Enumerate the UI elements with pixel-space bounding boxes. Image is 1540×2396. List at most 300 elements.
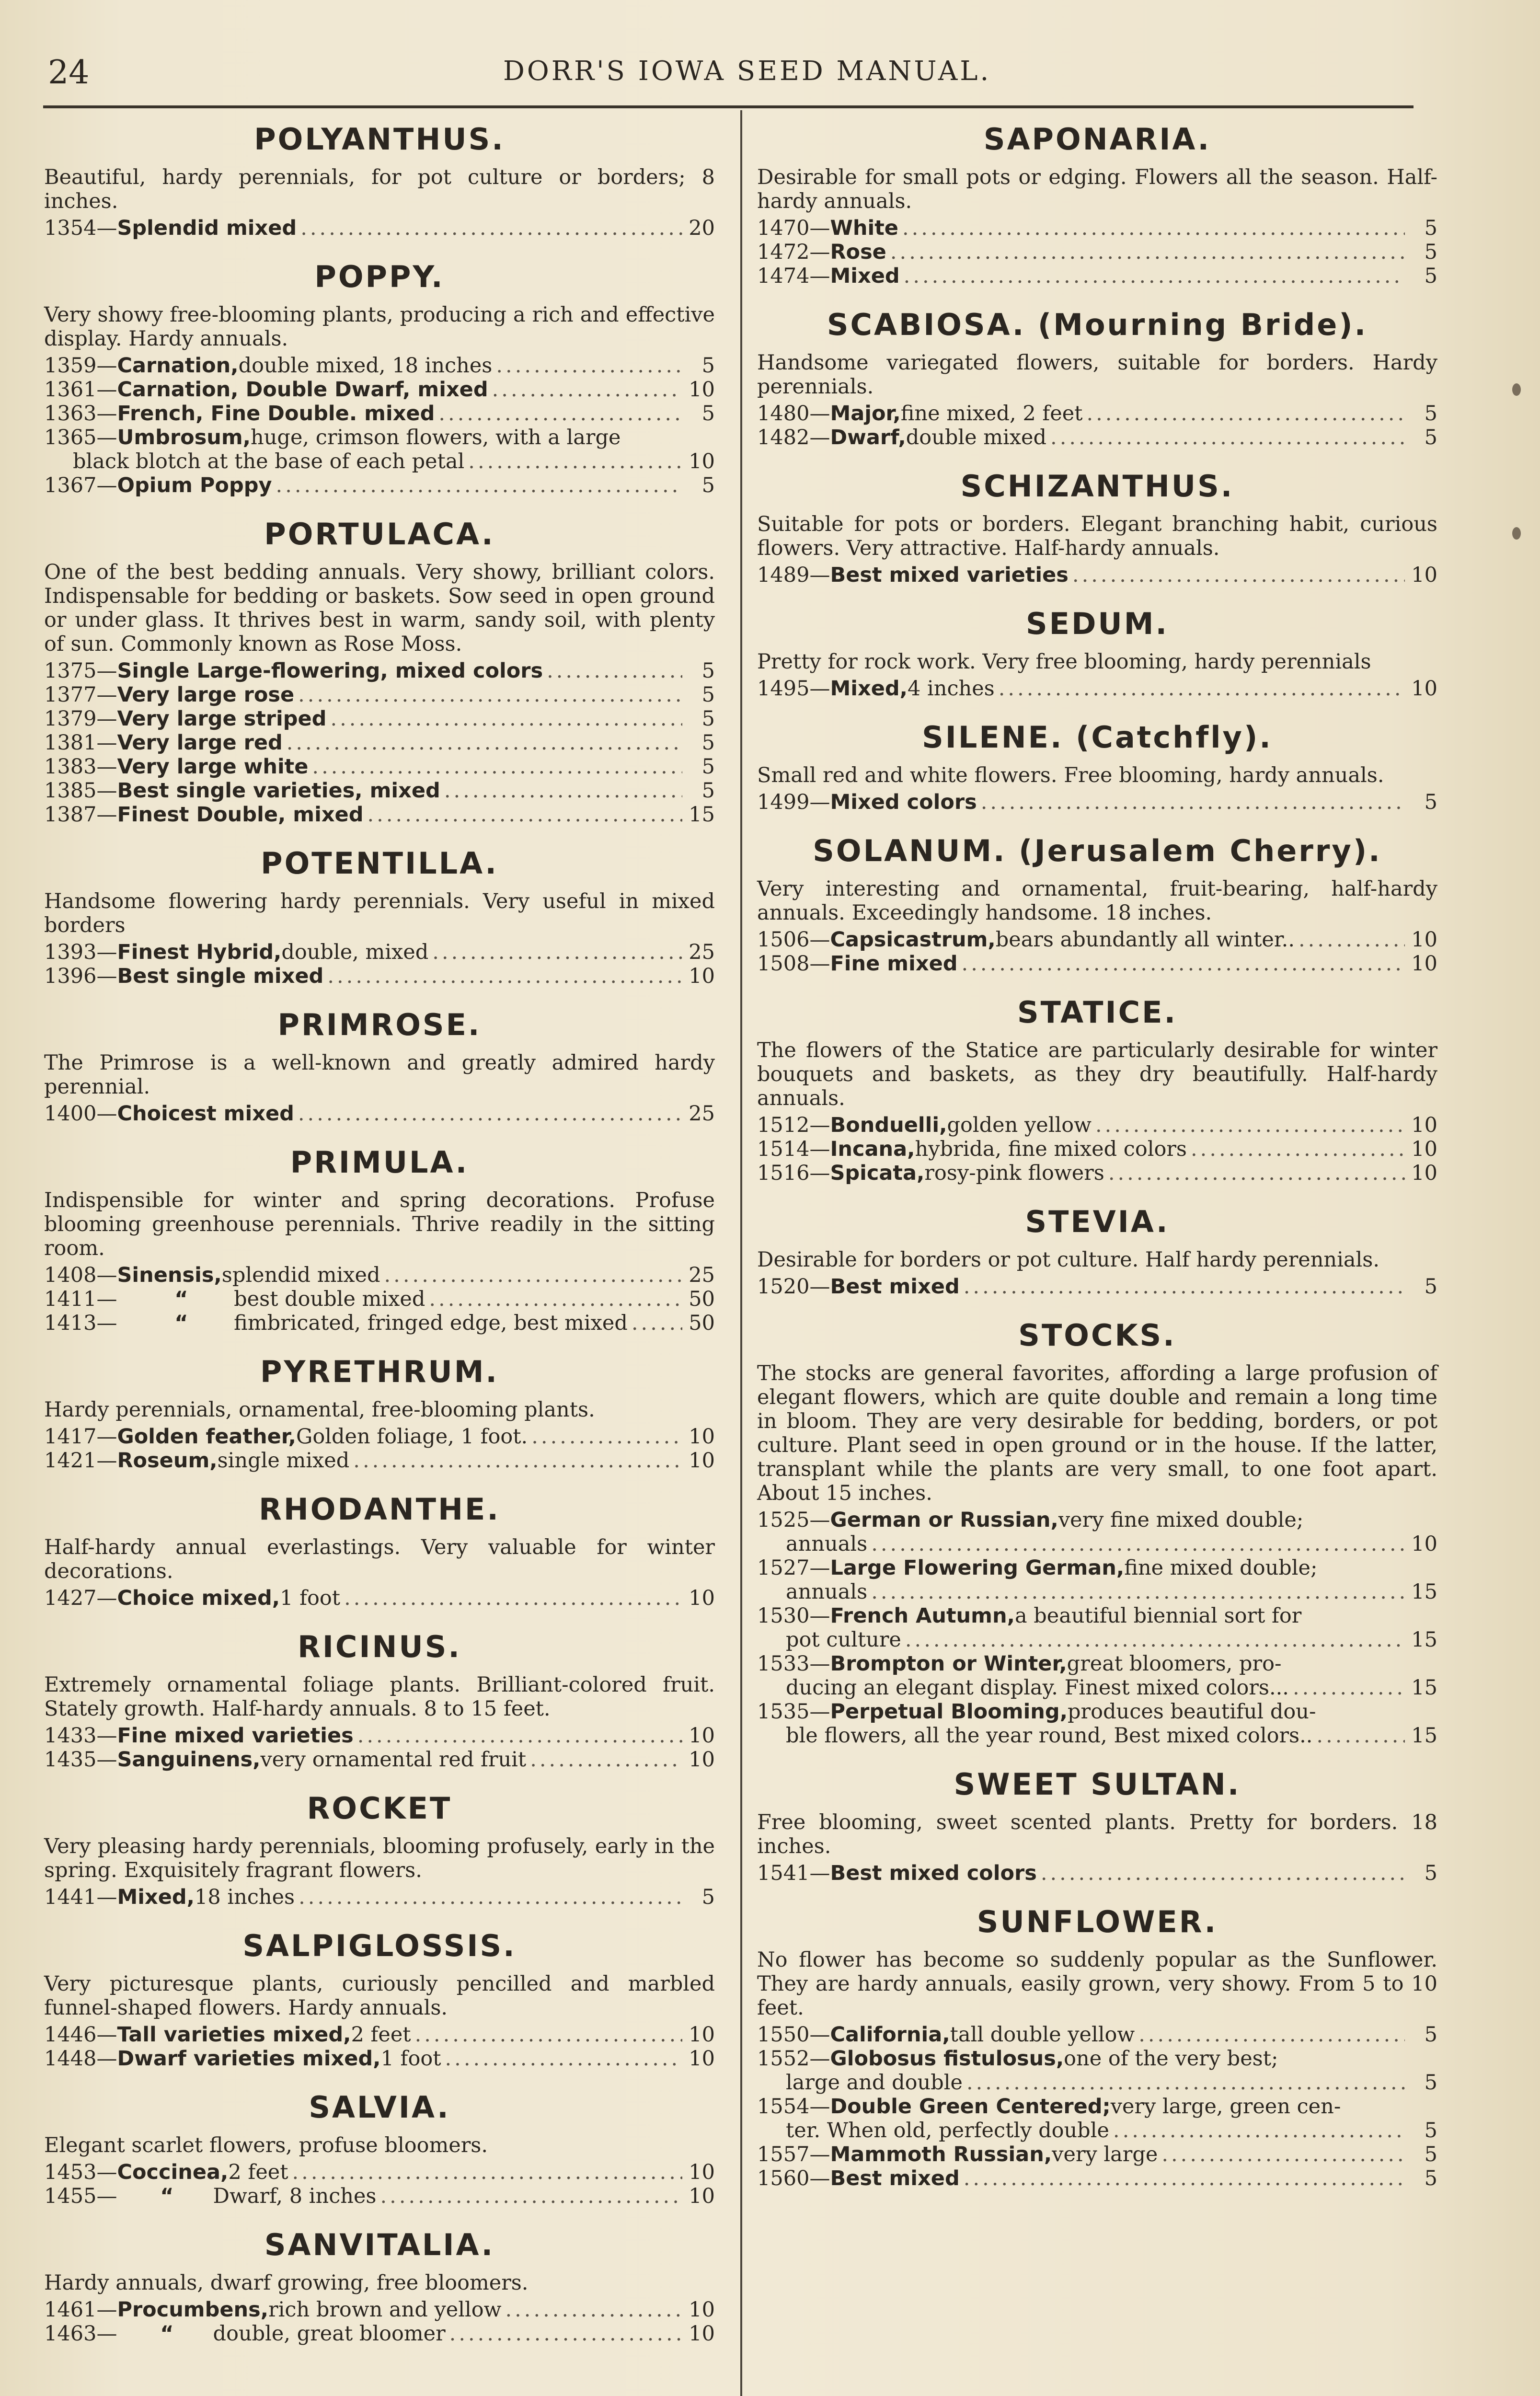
leader-dots <box>962 952 1405 976</box>
leader-dots <box>981 790 1405 814</box>
seed-item <box>757 1113 1437 1137</box>
seed-number: 1448 <box>44 2047 97 2071</box>
seed-price: 10 <box>1411 1161 1437 1185</box>
leader-dots <box>292 2160 682 2184</box>
leader-dots <box>276 473 682 497</box>
seed-section <box>44 1354 715 1473</box>
seed-number: 1413 <box>44 1311 97 1335</box>
seed-number: 1361 <box>44 378 97 402</box>
seed-number: 1480 <box>757 402 810 426</box>
seed-name: Best mixed <box>830 2166 960 2190</box>
section-title: SALVIA. <box>309 2090 450 2125</box>
seed-price: 5 <box>701 473 715 497</box>
seed-number: 1472 <box>757 240 810 264</box>
dash: — <box>809 402 830 426</box>
seed-price: 15 <box>1411 1676 1437 1700</box>
seed-price: 10 <box>1411 952 1437 976</box>
seed-price: 5 <box>1424 790 1437 814</box>
dash: — <box>96 1885 117 1909</box>
seed-item <box>44 354 715 378</box>
dash: — <box>809 240 830 264</box>
seed-item <box>757 426 1437 449</box>
section-title: PRIMROSE. <box>277 1007 482 1042</box>
dash: — <box>809 952 830 976</box>
leader-dots <box>1161 2143 1405 2166</box>
section-description: The Primrose is a well-known and greatly admired hardy perennial. <box>44 1051 715 1099</box>
leader-dots <box>871 1532 1405 1556</box>
seed-name: Umbrosum, <box>117 426 251 449</box>
leader-dots <box>1041 1861 1405 1885</box>
seed-price: 5 <box>701 779 715 803</box>
seed-detail-cont: black blotch at the base of each petal <box>73 449 465 473</box>
seed-section <box>44 846 715 988</box>
section-description: The flowers of the Statice are particularly desirable for winter bouquets and baskets, as they dry beautifully. Half-hardy annuals. <box>757 1038 1437 1110</box>
dash: — <box>96 659 117 683</box>
seed-price: 5 <box>1424 2143 1437 2166</box>
seed-item <box>44 731 715 755</box>
leader-dots <box>1095 1113 1405 1137</box>
seed-price: 10 <box>689 1425 715 1449</box>
seed-price: 5 <box>701 659 715 683</box>
seed-number: 1499 <box>757 790 810 814</box>
seed-name: Finest Double, mixed <box>117 803 364 827</box>
seed-name: Very large red <box>117 731 283 755</box>
section-title: ROCKET <box>307 1791 452 1826</box>
seed-number: 1550 <box>757 2023 810 2047</box>
seed-price: 10 <box>1411 563 1437 587</box>
seed-detail-cont: annuals <box>786 1532 868 1556</box>
seed-section <box>757 833 1437 976</box>
leader-dots <box>1050 426 1405 449</box>
seed-number: 1514 <box>757 1137 810 1161</box>
seed-name: Tall varieties mixed, <box>117 2023 351 2047</box>
seed-item <box>44 2023 715 2047</box>
section-title: PYRETHRUM. <box>260 1354 499 1389</box>
leader-dots <box>299 1885 682 1909</box>
seed-number: 1512 <box>757 1113 810 1137</box>
seed-price: 5 <box>701 402 715 426</box>
seed-item-line <box>757 1556 1437 1580</box>
seed-item-line <box>757 2119 1437 2143</box>
seed-item <box>757 2023 1437 2047</box>
seed-item-line <box>757 1724 1437 1748</box>
seed-price: 25 <box>689 1263 715 1287</box>
seed-price: 10 <box>689 2298 715 2322</box>
section-title: POPPY. <box>314 259 445 294</box>
dash: — <box>96 1425 117 1449</box>
section-description: Very pleasing hardy perennials, blooming profusely, early in the spring. Exquisitely fragrant flowers. <box>44 1834 715 1882</box>
seed-price: 10 <box>689 1724 715 1748</box>
leader-dots <box>1108 1161 1405 1185</box>
seed-number: 1554 <box>757 2095 810 2119</box>
seed-price: 10 <box>689 1449 715 1473</box>
seed-item-line <box>757 1676 1437 1700</box>
leader-dots <box>380 2184 683 2208</box>
seed-item <box>757 1861 1437 1885</box>
leader-dots <box>902 216 1405 240</box>
seed-number: 1557 <box>757 2143 810 2166</box>
seed-name: French Autumn, <box>830 1604 1015 1628</box>
section-description: Handsome flowering hardy perennials. Very useful in mixed borders <box>44 889 715 937</box>
dash: — <box>96 1102 117 1126</box>
section-description: No flower has become so suddenly popular as the Sunflower. They are hardy annuals, easily grown, very showy. From 5 to 10 feet. <box>757 1948 1437 2020</box>
seed-price: 10 <box>689 2023 715 2047</box>
seed-price: 5 <box>1424 1275 1437 1299</box>
dash: — <box>96 2160 117 2184</box>
dash: — <box>96 1724 117 1748</box>
seed-name: Single Large-flowering, mixed colors <box>117 659 543 683</box>
section-title: SALPIGLOSSIS. <box>242 1928 517 1963</box>
seed-name: Dwarf, <box>830 426 906 449</box>
seed-section <box>44 1791 715 1909</box>
seed-item <box>44 940 715 964</box>
seed-item <box>757 677 1437 701</box>
section-title: SWEET SULTAN. <box>954 1767 1241 1802</box>
seed-detail: 1 foot <box>380 2047 441 2071</box>
seed-number: 1541 <box>757 1861 810 1885</box>
leader-dots <box>496 354 682 378</box>
seed-number: 1400 <box>44 1102 97 1126</box>
seed-detail: Dwarf, 8 inches <box>173 2184 377 2208</box>
seed-detail: golden yellow <box>947 1113 1092 1137</box>
seed-item <box>757 1604 1437 1652</box>
dash: — <box>809 1113 830 1137</box>
seed-number: 1387 <box>44 803 97 827</box>
dash: — <box>96 1287 117 1311</box>
seed-name: Capsicastrum, <box>830 928 996 952</box>
seed-section <box>44 1007 715 1126</box>
seed-item <box>44 216 715 240</box>
dash: — <box>809 2143 830 2166</box>
seed-name: Sanguinens, <box>117 1748 261 1772</box>
seed-item <box>44 964 715 988</box>
leader-dots <box>444 779 682 803</box>
leader-dots <box>905 1628 1405 1652</box>
seed-section <box>757 122 1437 288</box>
seed-item <box>44 1724 715 1748</box>
section-description: Desirable for borders or pot culture. Half hardy perennials. <box>757 1248 1379 1272</box>
dash: — <box>809 1556 830 1580</box>
seed-price: 15 <box>1411 1724 1437 1748</box>
seed-number: 1489 <box>757 563 810 587</box>
section-title: STEVIA. <box>1025 1204 1170 1239</box>
seed-item <box>44 1287 715 1311</box>
dash: — <box>96 683 117 707</box>
seed-name: Major, <box>830 402 901 426</box>
seed-item <box>757 2095 1437 2143</box>
leader-dots <box>1113 2119 1405 2143</box>
seed-price: 5 <box>701 755 715 779</box>
seed-item <box>44 755 715 779</box>
seed-section <box>757 307 1437 449</box>
seed-number: 1461 <box>44 2298 97 2322</box>
seed-item-line <box>757 2095 1437 2119</box>
seed-item-line <box>44 449 715 473</box>
seed-name: Best single mixed <box>117 964 324 988</box>
seed-detail: one of the very best; <box>1064 2047 1278 2071</box>
edge-blemish <box>1512 527 1521 540</box>
dash: — <box>809 2166 830 2190</box>
seed-name: Large Flowering German, <box>830 1556 1125 1580</box>
seed-item <box>44 1425 715 1449</box>
seed-number: 1533 <box>757 1652 810 1676</box>
section-description: Desirable for small pots or edging. Flowers all the season. Half-hardy annuals. <box>757 165 1437 213</box>
seed-section <box>757 1204 1437 1299</box>
seed-detail: double, great bloomer <box>173 2322 446 2346</box>
section-description: Very showy free-blooming plants, producing a rich and effective display. Hardy annuals. <box>44 303 715 351</box>
seed-name: Best mixed colors <box>830 1861 1037 1885</box>
seed-number: 1474 <box>757 264 810 288</box>
dash: — <box>809 1508 830 1532</box>
leader-dots <box>964 2166 1405 2190</box>
seed-name: Sinensis, <box>117 1263 222 1287</box>
seed-item <box>757 1700 1437 1748</box>
seed-detail: 2 feet <box>351 2023 411 2047</box>
dash: — <box>809 426 830 449</box>
seed-section <box>44 122 715 240</box>
seed-name: Perpetual Blooming, <box>830 1700 1068 1724</box>
seed-number: 1508 <box>757 952 810 976</box>
seed-number: 1446 <box>44 2023 97 2047</box>
leader-dots <box>890 240 1405 264</box>
seed-detail-cont: ducing an elegant display. Finest mixed colors... <box>786 1676 1289 1700</box>
seed-name: Mixed <box>830 264 900 288</box>
seed-price: 10 <box>689 2047 715 2071</box>
seed-name: Very large striped <box>117 707 327 731</box>
seed-price: 50 <box>689 1287 715 1311</box>
seed-item <box>44 803 715 827</box>
section-description: Very interesting and ornamental, fruit-bearing, half-hardy annuals. Exceedingly handsome. 18 inches. <box>757 877 1437 925</box>
seed-detail: fine mixed, 2 feet <box>900 402 1083 426</box>
seed-price: 15 <box>1411 1628 1437 1652</box>
seed-detail: very ornamental red fruit <box>260 1748 527 1772</box>
seed-detail: produces beautiful dou- <box>1068 1700 1316 1724</box>
section-title: POTENTILLA. <box>261 846 498 881</box>
seed-name: Best single varieties, mixed <box>117 779 440 803</box>
section-description: Hardy perennials, ornamental, free-blooming plants. <box>44 1398 595 1422</box>
seed-price: 15 <box>1411 1580 1437 1604</box>
leader-dots <box>445 2047 683 2071</box>
seed-item <box>44 707 715 731</box>
section-title: STOCKS. <box>1018 1318 1176 1353</box>
seed-price: 5 <box>1424 2071 1437 2095</box>
seed-item <box>44 426 715 473</box>
seed-price: 50 <box>689 1311 715 1335</box>
seed-number: 1385 <box>44 779 97 803</box>
section-description: Small red and white flowers. Free blooming, hardy annuals. <box>757 763 1384 787</box>
dash: — <box>96 940 117 964</box>
section-description: Extremely ornamental foliage plants. Brilliant-colored fruit. Stately growth. Half-hardy annuals. 8 to 15 feet. <box>44 1673 715 1721</box>
seed-number: 1525 <box>757 1508 810 1532</box>
seed-section <box>44 1928 715 2071</box>
seed-item <box>44 1263 715 1287</box>
leader-dots <box>468 449 682 473</box>
seed-price: 5 <box>1424 2023 1437 2047</box>
seed-name: Mixed colors <box>830 790 977 814</box>
seed-price: 10 <box>689 2322 715 2346</box>
leader-dots <box>531 1425 682 1449</box>
seed-price: 5 <box>1424 240 1437 264</box>
seed-price: 5 <box>1424 426 1437 449</box>
seed-item <box>757 928 1437 952</box>
seed-price: 5 <box>1424 1861 1437 1885</box>
leader-dots <box>999 677 1405 701</box>
seed-item <box>757 240 1437 264</box>
seed-item <box>757 563 1437 587</box>
seed-item <box>44 2160 715 2184</box>
seed-detail: very fine mixed double; <box>1058 1508 1304 1532</box>
seed-item <box>44 2322 715 2346</box>
dash: — <box>96 1449 117 1473</box>
seed-name: Finest Hybrid, <box>117 940 282 964</box>
leader-dots <box>330 707 682 731</box>
seed-section <box>44 2227 715 2346</box>
section-title: SEDUM. <box>1025 606 1169 641</box>
leader-dots <box>357 1724 682 1748</box>
section-description: Very picturesque plants, curiously pencilled and marbled funnel-shaped flowers. Hardy annuals. <box>44 1972 715 2020</box>
seed-number: 1435 <box>44 1748 97 1772</box>
seed-item <box>757 952 1437 976</box>
section-title: SUNFLOWER. <box>977 1904 1218 1939</box>
section-title: POLYANTHUS. <box>254 122 505 157</box>
seed-price: 5 <box>701 354 715 378</box>
seed-price: 10 <box>1411 677 1437 701</box>
section-description: Indispensible for winter and spring decorations. Profuse blooming greenhouse perennials. Thrive readily in the sitting room. <box>44 1188 715 1260</box>
seed-number: 1411 <box>44 1287 97 1311</box>
seed-detail: splendid mixed <box>221 1263 380 1287</box>
leader-dots <box>1316 1724 1405 1748</box>
seed-section <box>44 1492 715 1610</box>
seed-number: 1381 <box>44 731 97 755</box>
section-title: SAPONARIA. <box>983 122 1211 157</box>
seed-item <box>757 402 1437 426</box>
leader-dots <box>327 964 682 988</box>
seed-price: 5 <box>1424 264 1437 288</box>
seed-name: Very large rose <box>117 683 295 707</box>
leader-dots <box>300 216 682 240</box>
seed-number: 1455 <box>44 2184 97 2208</box>
section-title: RHODANTHE. <box>259 1492 500 1527</box>
seed-number: 1552 <box>757 2047 810 2071</box>
seed-item <box>757 264 1437 288</box>
leader-dots <box>298 1102 682 1126</box>
seed-price: 5 <box>701 683 715 707</box>
section-title: SCHIZANTHUS. <box>960 469 1234 504</box>
seed-item <box>757 1652 1437 1700</box>
seed-price: 10 <box>1411 1113 1437 1137</box>
seed-name: Carnation, Double Dwarf, mixed <box>117 378 488 402</box>
seed-number: 1396 <box>44 964 97 988</box>
seed-number: 1367 <box>44 473 97 497</box>
seed-name: Opium Poppy <box>117 473 272 497</box>
dash: — <box>809 1652 830 1676</box>
seed-number: 1470 <box>757 216 810 240</box>
seed-name: “ <box>117 2184 174 2208</box>
section-description: The stocks are general favorites, affording a large profusion of elegant flowers, which are quite double and remain a long time in bloom. They are very desirable for bedding, borders, or pot culture. Plant seed in open ground or in the house. If the latter, transplant while the plants are very small, to one foot apart. About 15 inches. <box>757 1361 1437 1505</box>
seed-price: 10 <box>1411 1137 1437 1161</box>
seed-name: Double Green Centered; <box>830 2095 1111 2119</box>
seed-item <box>44 1885 715 1909</box>
seed-name: Bonduelli, <box>830 1113 947 1137</box>
dash: — <box>809 264 830 288</box>
dash: — <box>96 964 117 988</box>
seed-number: 1453 <box>44 2160 97 2184</box>
dash: — <box>96 2322 117 2346</box>
seed-name: “ <box>117 2322 174 2346</box>
section-title: SCABIOSA. (Mourning Bride). <box>827 307 1368 342</box>
seed-detail: double mixed <box>906 426 1047 449</box>
dash: — <box>809 2023 830 2047</box>
seed-item <box>44 2047 715 2071</box>
seed-number: 1408 <box>44 1263 97 1287</box>
seed-number: 1433 <box>44 1724 97 1748</box>
seed-name: Choice mixed, <box>117 1586 280 1610</box>
seed-price: 10 <box>1411 928 1437 952</box>
seed-item-line <box>757 1604 1437 1628</box>
leader-dots <box>492 378 682 402</box>
leader-dots <box>547 659 682 683</box>
seed-number: 1377 <box>44 683 97 707</box>
seed-detail: fimbricated, fringed edge, best mixed <box>188 1311 628 1335</box>
right-column <box>757 115 1437 2210</box>
leader-dots <box>1072 563 1405 587</box>
section-description: Hardy annuals, dwarf growing, free bloomers. <box>44 2271 529 2295</box>
seed-name: Very large white <box>117 755 309 779</box>
seed-detail: 1 foot <box>280 1586 341 1610</box>
dash: — <box>809 2095 830 2119</box>
page-number: 24 <box>48 54 90 92</box>
seed-name: Golden feather, <box>117 1425 296 1449</box>
seed-item-line <box>757 2047 1437 2071</box>
dash: — <box>809 216 830 240</box>
dash: — <box>96 2023 117 2047</box>
seed-price: 10 <box>689 2160 715 2184</box>
leader-dots <box>312 755 682 779</box>
seed-section <box>757 606 1437 701</box>
seed-detail: single mixed <box>217 1449 350 1473</box>
seed-item-line <box>757 1532 1437 1556</box>
seed-detail: 4 inches <box>907 677 995 701</box>
seed-detail: rosy-pink flowers <box>924 1161 1104 1185</box>
leader-dots <box>298 683 682 707</box>
leader-dots <box>1191 1137 1405 1161</box>
leader-dots <box>438 402 682 426</box>
dash: — <box>809 563 830 587</box>
seed-name: Dwarf varieties mixed, <box>117 2047 381 2071</box>
seed-price: 10 <box>689 378 715 402</box>
seed-number: 1495 <box>757 677 810 701</box>
seed-detail: double, mixed <box>281 940 429 964</box>
seed-item-line <box>44 426 715 449</box>
seed-item <box>44 1449 715 1473</box>
leader-dots <box>344 1586 682 1610</box>
seed-detail-cont: annuals <box>786 1580 868 1604</box>
section-title: PRIMULA. <box>290 1145 469 1180</box>
seed-detail: very large <box>1052 2143 1158 2166</box>
seed-item <box>44 683 715 707</box>
seed-detail: best double mixed <box>188 1287 425 1311</box>
seed-item-line <box>757 1508 1437 1532</box>
dash: — <box>96 779 117 803</box>
seed-price: 10 <box>689 1586 715 1610</box>
dash: — <box>96 473 117 497</box>
seed-section <box>44 2090 715 2208</box>
leader-dots <box>505 2298 682 2322</box>
leader-dots <box>415 2023 682 2047</box>
seed-item <box>757 1275 1437 1299</box>
leader-dots <box>1299 928 1405 952</box>
seed-detail: 2 feet <box>228 2160 288 2184</box>
